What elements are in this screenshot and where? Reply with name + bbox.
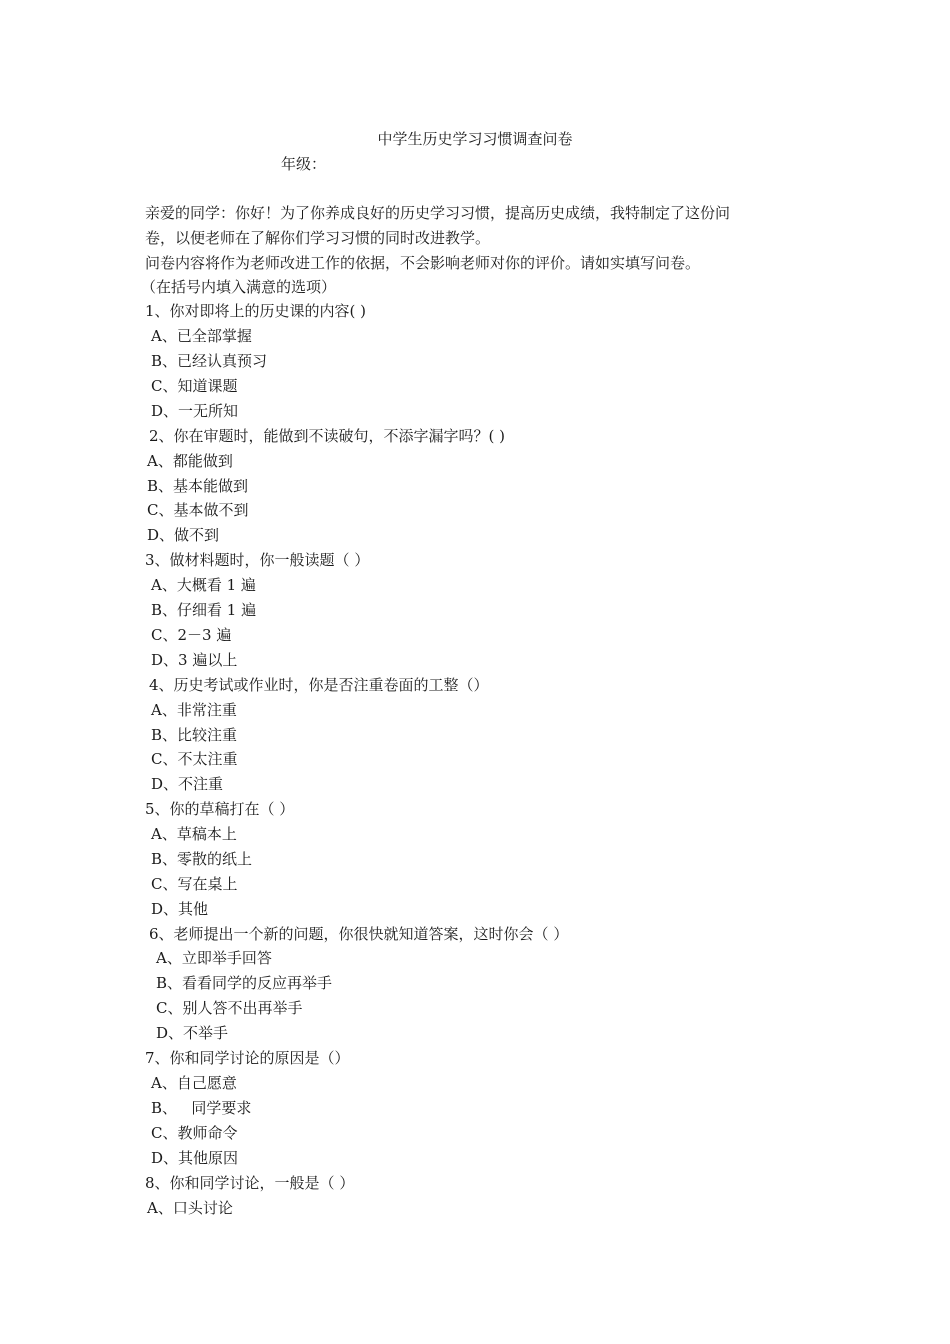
page-title: 中学生历史学习习惯调查问卷 <box>377 130 573 148</box>
intro-line: 问卷内容将作为老师改进工作的依据，不会影响老师对你的评价。请如实填写问卷。 <box>145 254 701 272</box>
option: A、非常注重 <box>151 701 237 719</box>
option: A、立即举手回答 <box>156 949 272 967</box>
option: B、已经认真预习 <box>151 352 268 370</box>
option: D、3 遍以上 <box>151 651 238 669</box>
option: B、看看同学的反应再举手 <box>156 974 333 992</box>
option: A、已全部掌握 <box>151 327 252 345</box>
option: C、知道课题 <box>151 377 238 395</box>
option: D、做不到 <box>147 526 220 544</box>
option: C、2－3 遍 <box>151 626 232 644</box>
option: D、其他原因 <box>151 1149 239 1167</box>
option: A、大概看 1 遍 <box>151 576 256 594</box>
option: D、一无所知 <box>151 402 239 420</box>
option: A、草稿本上 <box>151 825 237 843</box>
question-3: 3、做材料题时，你一般读题（ ） <box>145 551 370 569</box>
option: B、比较注重 <box>151 726 238 744</box>
question-7: 7、你和同学讨论的原因是（） <box>145 1049 350 1067</box>
question-5: 5、你的草稿打在（ ） <box>145 800 295 818</box>
option: B、仔细看 1 遍 <box>151 601 257 619</box>
question-4: 4、历史考试或作业时，你是否注重卷面的工整（） <box>149 676 489 694</box>
question-2: 2、你在审题时，能做到不读破句，不添字漏字吗？( ) <box>149 427 506 445</box>
grade-label: 年级： <box>281 155 327 173</box>
question-1: 1、你对即将上的历史课的内容( ) <box>145 302 367 320</box>
intro-line: 卷，以便老师在了解你们学习习惯的同时改进教学。 <box>145 229 491 247</box>
question-8: 8、你和同学讨论，一般是（ ） <box>145 1174 355 1192</box>
option: D、不注重 <box>151 775 224 793</box>
option: B、 同学要求 <box>151 1099 252 1117</box>
option: C、不太注重 <box>151 750 238 768</box>
intro-line: 亲爱的同学：你好！为了你养成良好的历史学习习惯，提高历史成绩，我特制定了这份问 <box>145 204 731 222</box>
option: C、别人答不出再举手 <box>156 999 303 1017</box>
question-6: 6、老师提出一个新的问题，你很快就知道答案，这时你会（ ） <box>149 925 569 943</box>
option: A、自己愿意 <box>151 1074 237 1092</box>
option: C、基本做不到 <box>147 501 249 519</box>
option: B、零散的纸上 <box>151 850 253 868</box>
option: A、都能做到 <box>147 452 233 470</box>
option: A、口头讨论 <box>147 1199 233 1217</box>
option: D、不举手 <box>156 1024 229 1042</box>
option: C、写在桌上 <box>151 875 238 893</box>
option: B、基本能做到 <box>147 477 249 495</box>
instruction-line: （在括号内填入满意的选项） <box>141 278 337 296</box>
option: D、其他 <box>151 900 209 918</box>
option: C、教师命令 <box>151 1124 238 1142</box>
